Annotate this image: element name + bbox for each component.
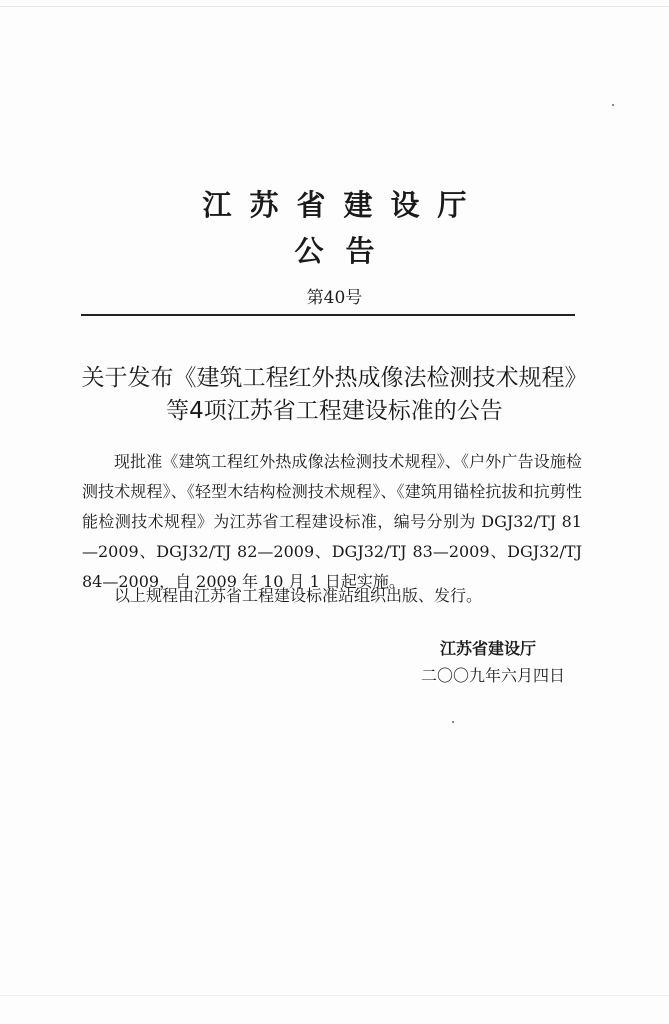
header-divider <box>81 314 575 316</box>
issuer-name: 江苏省建设厅 <box>202 188 485 222</box>
body-paragraph-2: 以上规程由江苏省工程建设标准站组织出版、发行。 <box>114 586 483 605</box>
scan-edge-top <box>0 6 669 7</box>
body-paragraph-1: 现批准《建筑工程红外热成像法检测技术规程》、《户外广告设施检测技术规程》、《轻型木结构检测技术规程》、《建筑用锚栓抗拔和抗剪性能检测技术规程》为江苏省工程建设标准，编号分别为 DGJ32/TJ 81—2009、DGJ32/TJ 82—2009、DGJ32/TJ 83—2009、DGJ32/TJ 84—2009，自 2009 年 10 月 1 日起实施。 <box>82 452 582 591</box>
scan-speck <box>452 721 454 723</box>
notice-title-line-1: 关于发布《建筑工程红外热成像法检测技术规程》 <box>81 365 588 391</box>
scan-speck <box>612 104 614 106</box>
document-number: 第40号 <box>306 288 363 308</box>
scan-edge-bottom <box>0 995 669 996</box>
document-type: 公告 <box>294 234 397 268</box>
notice-title-line-2: 等4项江苏省工程建设标准的公告 <box>166 398 503 424</box>
signature-date: 二〇〇九年六月四日 <box>421 666 566 685</box>
signer-name: 江苏省建设厅 <box>440 639 537 658</box>
